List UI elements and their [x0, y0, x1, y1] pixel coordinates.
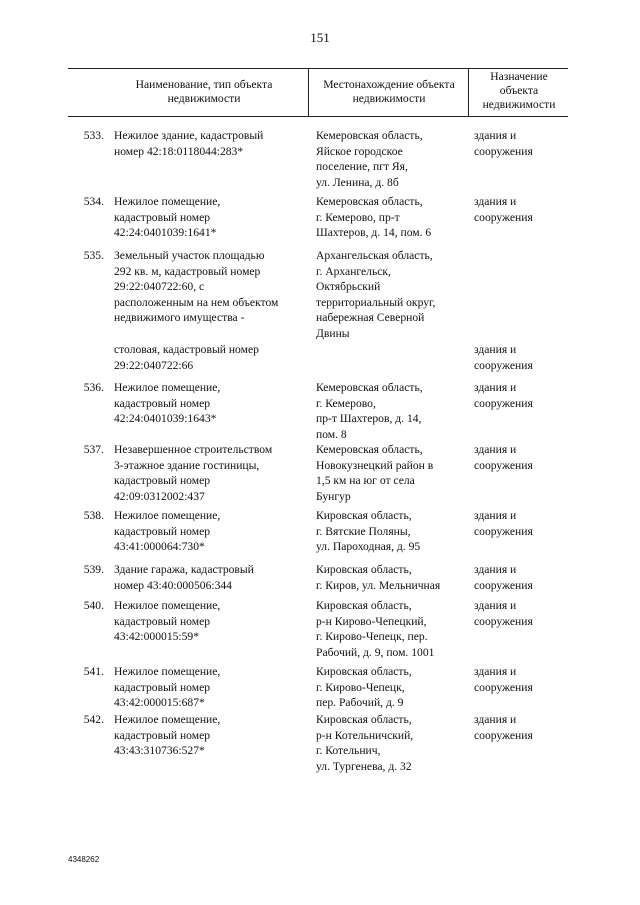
row-name: Нежилое здание, кадастровый номер 42:18:0118044:283* — [114, 129, 264, 158]
table-row — [0, 712, 640, 778]
row-purpose: здания и сооружения — [474, 563, 533, 592]
table-body — [0, 128, 640, 778]
row-name: Нежилое помещение, кадастровый номер 43:43:310736:527* — [114, 713, 221, 758]
row-location: Кемеровская область, г. Кемерово, пр-т Шахтеров, д. 14, пом. 6 — [316, 195, 432, 240]
row-name: столовая, кадастровый номер 29:22:040722:66 — [114, 343, 259, 372]
row-name: Незавершенное строительством 3-этажное здание гостиницы, кадастровый номер 42:09:0312002:437 — [114, 443, 273, 503]
row-number: 542. — [83, 713, 104, 726]
row-purpose: здания и сооружения — [474, 665, 533, 694]
row-location: Кировская область, р-н Котельничский, г. Котельнич, ул. Тургенева, д. 32 — [316, 713, 414, 773]
row-purpose: здания и сооружения — [474, 343, 533, 372]
page-number: 151 — [310, 30, 330, 45]
table-top-rule — [68, 68, 568, 69]
row-location: Кировская область, г. Вятские Поляны, ул. Пароходная, д. 95 — [316, 509, 421, 554]
table-row — [0, 508, 640, 562]
header-purpose-column: Назначение объекта недвижимости — [482, 70, 556, 111]
header-column-divider — [468, 68, 469, 116]
table-row — [0, 598, 640, 664]
header-location-column: Местонахождение объекта недвижимости — [323, 78, 455, 105]
row-purpose: здания и сооружения — [474, 509, 533, 538]
table-row — [0, 442, 640, 508]
row-location: Кировская область, р-н Кирово-Чепецкий, г. Кирово-Чепецк, пер. Рабочий, д. 9, пом. 1001 — [316, 599, 435, 659]
row-number: 540. — [83, 599, 104, 612]
row-name: Земельный участок площадью 292 кв. м, кадастровый номер 29:22:040722:60, с расположенным на нем объектом недвижимого имущества - — [114, 249, 279, 325]
row-purpose: здания и сооружения — [474, 713, 533, 742]
row-location: Кировская область, г. Кирово-Чепецк, пер. Рабочий, д. 9 — [316, 665, 412, 710]
row-number: 534. — [83, 195, 104, 208]
row-name: Нежилое помещение, кадастровый номер 42:24:0401039:1641* — [114, 195, 221, 240]
row-name: Нежилое помещение, кадастровый номер 43:42:000015:687* — [114, 665, 221, 710]
table-row — [0, 562, 640, 598]
row-purpose: здания и сооружения — [474, 381, 533, 410]
table-row — [0, 342, 640, 380]
row-location: Кемеровская область, г. Кемерово, пр-т Шахтеров, д. 14, пом. 8 — [316, 381, 423, 441]
row-location: Кемеровская область, Новокузнецкий район в 1,5 км на юг от села Бунгур — [316, 443, 434, 503]
document-code: 4348262 — [68, 855, 100, 864]
table-header-rule — [68, 116, 568, 117]
header-name-column: Наименование, тип объекта недвижимости — [135, 78, 273, 105]
row-number: 535. — [83, 249, 104, 262]
table-row — [0, 380, 640, 442]
row-name: Нежилое помещение, кадастровый номер 43:42:000015:59* — [114, 599, 221, 644]
row-purpose: здания и сооружения — [474, 195, 533, 224]
table-row — [0, 194, 640, 248]
row-purpose: здания и сооружения — [474, 129, 533, 158]
row-name: Нежилое помещение, кадастровый номер 43:41:000064:730* — [114, 509, 221, 554]
row-number: 538. — [83, 509, 104, 522]
row-name: Нежилое помещение, кадастровый номер 42:24:0401039:1643* — [114, 381, 221, 426]
row-number: 533. — [83, 129, 104, 142]
row-number: 541. — [83, 665, 104, 678]
table-row — [0, 248, 640, 342]
row-location: Архангельская область, г. Архангельск, Октябрьский территориальный округ, набережная Северной Двины — [316, 249, 436, 340]
header-column-divider — [308, 68, 309, 116]
table-row — [0, 128, 640, 194]
row-number: 537. — [83, 443, 104, 456]
row-name: Здание гаража, кадастровый номер 43:40:000506:344 — [114, 563, 254, 592]
row-number: 536. — [83, 381, 104, 394]
row-purpose: здания и сооружения — [474, 599, 533, 628]
table-row — [0, 664, 640, 712]
row-location: Кировская область, г. Киров, ул. Мельничная — [316, 563, 441, 592]
row-purpose: здания и сооружения — [474, 443, 533, 472]
row-location: Кемеровская область, Яйское городское поселение, пгт Яя, ул. Ленина, д. 8б — [316, 129, 423, 189]
row-number: 539. — [83, 563, 104, 576]
